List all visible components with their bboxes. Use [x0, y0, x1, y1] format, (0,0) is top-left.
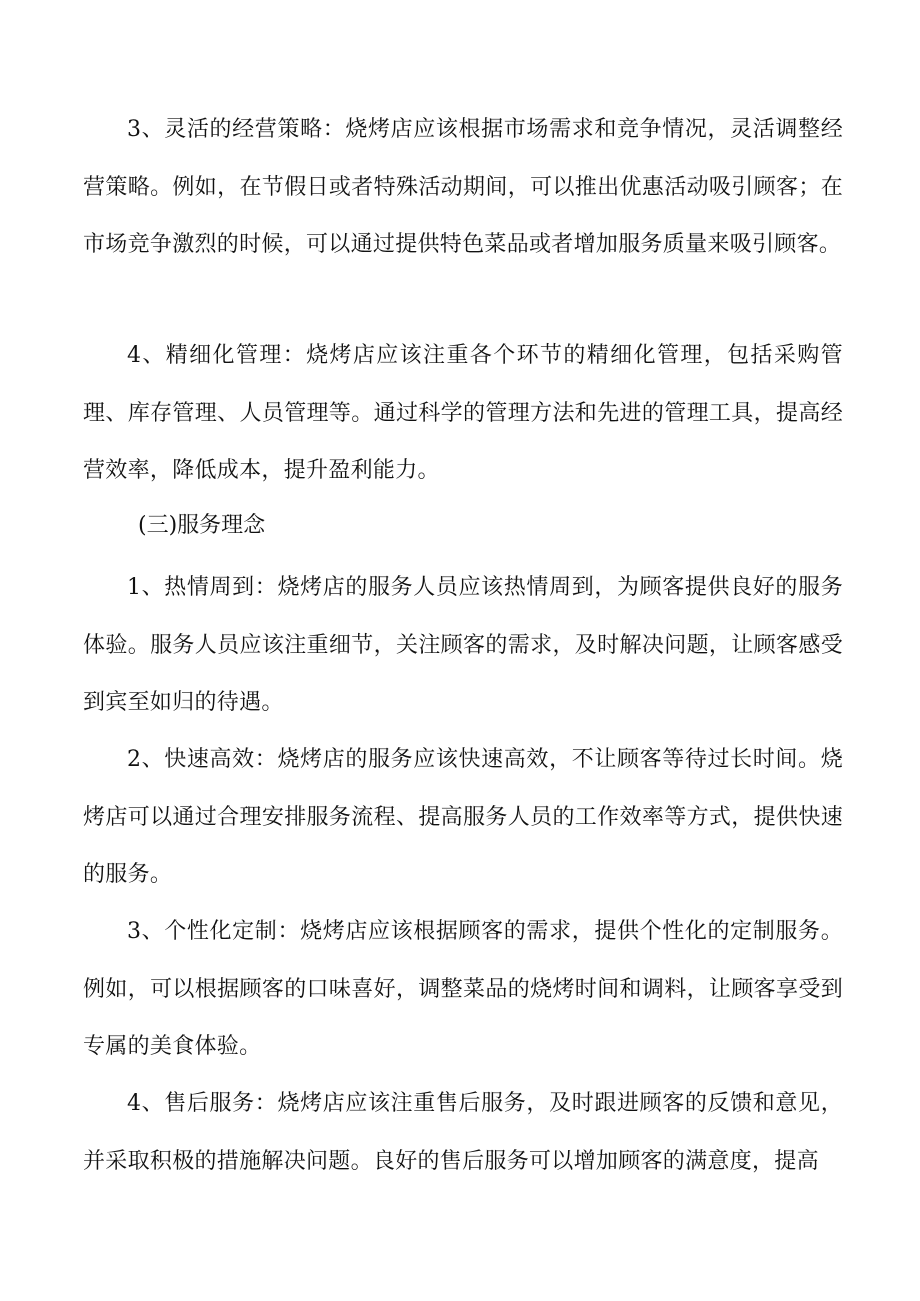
paragraph-flexible-strategy: 3、灵活的经营策略：烧烤店应该根据市场需求和竞争情况，灵活调整经营策略。例如，在节假日或者特殊活动期间，可以推出优惠活动吸引顾客；在市场竞争激烈的时候，可以通过提供特色菜品或者增加服务质量来吸引顾客。: [83, 117, 843, 257]
section-heading-service-philosophy: (三)服务理念: [138, 513, 266, 538]
paragraph-personalized: 3、个性化定制：烧烤店应该根据顾客的需求，提供个性化的定制服务。例如，可以根据顾客的口味喜好，调整菜品的烧烤时间和调料，让顾客享受到专属的美食体验。: [83, 919, 843, 1059]
paragraph-after-sales: 4、售后服务：烧烤店应该注重售后服务，及时跟进顾客的反馈和意见，并采取积极的措施解决问题。良好的售后服务可以增加顾客的满意度，提高: [83, 1091, 843, 1174]
paragraph-fast-efficient: 2、快速高效：烧烤店的服务应该快速高效，不让顾客等待过长时间。烧烤店可以通过合理安排服务流程、提高服务人员的工作效率等方式，提供快速的服务。: [83, 747, 843, 887]
paragraph-refined-management: 4、精细化管理：烧烤店应该注重各个环节的精细化管理，包括采购管理、库存管理、人员管理等。通过科学的管理方法和先进的管理工具，提高经营效率，降低成本，提升盈利能力。: [83, 343, 843, 483]
paragraph-warm-service: 1、热情周到：烧烤店的服务人员应该热情周到，为顾客提供良好的服务体验。服务人员应该注重细节，关注顾客的需求，及时解决问题，让顾客感受到宾至如归的待遇。: [83, 575, 843, 715]
